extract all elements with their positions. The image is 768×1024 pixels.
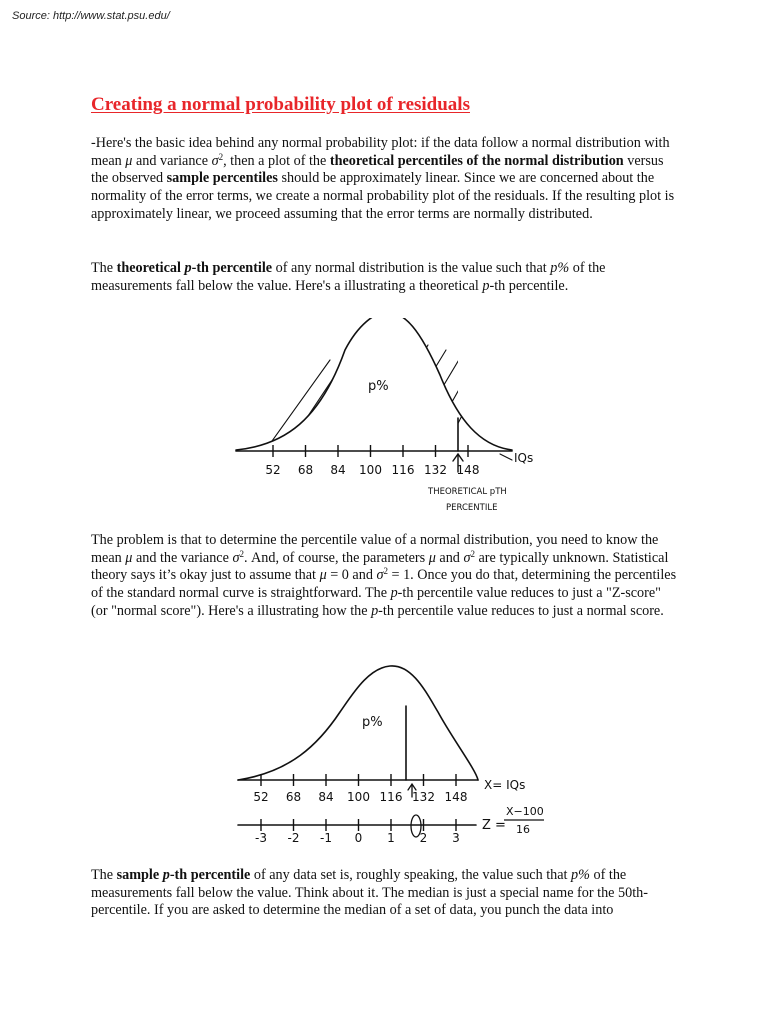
fig2-z-tick-marks xyxy=(255,819,460,845)
source-line: Source: http://www.stat.psu.edu/ xyxy=(12,10,170,22)
fig1-tick-label: 132 xyxy=(424,463,447,477)
fig1-tick-label: 116 xyxy=(391,463,415,477)
fig1-axis-label: IQs xyxy=(514,451,534,465)
fig2-z-tick-label: 3 xyxy=(452,831,460,845)
fig1-tick-marks xyxy=(265,445,479,477)
fig1-curve-label: p% xyxy=(368,379,389,394)
fig2-z-denominator: 16 xyxy=(516,823,530,836)
fig2-x-tick-marks xyxy=(253,774,467,804)
fig1-tick-label: 52 xyxy=(265,463,281,477)
paragraph-unknown-parameters: The problem is that to determine the percentile value of a normal distribution, you need to know the mean μ and the variance $\sigma^2$. And, of course, the parameters μ and $\sigma^2$ are typically unknown. Statistical theory says it’s okay just to assume that μ = 0 and $\sigma^2 = 1$. Once you do that, determining the percentiles of the standard normal curve is straightforward. The p-th percentile value reduces to just a "Z-score" (or "normal score"). Here's a illustrating how the p-th percentile value reduces to just a normal score. xyxy=(91,532,677,619)
fig2-z-tick-label: 0 xyxy=(354,831,363,845)
figure-theoretical-percentile xyxy=(0,318,768,518)
fig1-tick-label: 148 xyxy=(456,463,480,477)
fig2-z-tick-label: 2 xyxy=(419,831,428,845)
fig2-x-tick-label: 116 xyxy=(379,790,403,804)
fig2-x-tick-label: 100 xyxy=(347,790,370,804)
fig2-x-tick-label: 148 xyxy=(444,790,468,804)
paragraph-sample-percentile: The sample p-th percentile of any data set is, roughly speaking, the value such that p% of the measurements fall below the value. Think about it. The median is just a special name for the 50th-percentile. If you are asked to determine the median of a set of data, you punch the data into xyxy=(91,867,648,919)
fig1-tick-label: 68 xyxy=(297,463,314,477)
fig2-x-tick-label: 68 xyxy=(285,790,302,804)
fig2-z-tick-label: -3 xyxy=(255,831,267,845)
fig1-tick-label: 84 xyxy=(330,463,346,477)
fig1-annotation-line1: THEORETICAL pTH xyxy=(428,487,507,497)
fig2-x-tick-label: 52 xyxy=(253,790,269,804)
fig2-z-tick-label: -1 xyxy=(320,831,332,845)
paragraph-theoretical-percentile: The theoretical p-th percentile of any normal distribution is the value such that p% of the measurements fall below the value. Here's a illustrating a theoretical p-th percentile. xyxy=(91,260,606,294)
fig2-z-numerator: X−100 xyxy=(506,805,544,818)
fig2-x-tick-label: 84 xyxy=(318,790,334,804)
fig1-annotation-line2: PERCENTILE xyxy=(446,503,498,513)
fig2-z-tick-label: 1 xyxy=(387,831,395,845)
fig2-x-tick-label: 132 xyxy=(412,790,435,804)
figure-normal-score xyxy=(0,655,768,850)
fig1-tick-label: 100 xyxy=(359,463,382,477)
fig2-x-label: X= IQs xyxy=(484,778,526,792)
fig2-z-label: Z = xyxy=(482,818,506,833)
fig2-curve-label: p% xyxy=(362,715,383,730)
fig2-z-tick-label: -2 xyxy=(287,831,300,845)
paragraph-intro: -Here's the basic idea behind any normal probability plot: if the data follow a normal distribution with mean μ and variance $\sigma^2$, then a plot of the theoretical percentiles of the normal distribution versus the observed sample percentiles should be approximately linear. Since we are concerned about the normality of the error terms, we create a normal probability plot of the residuals. If the resulting plot is approximately linear, we proceed assuming that the error terms are normally distributed. xyxy=(91,135,675,222)
section-title: Creating a normal probability plot of residuals xyxy=(91,94,470,115)
